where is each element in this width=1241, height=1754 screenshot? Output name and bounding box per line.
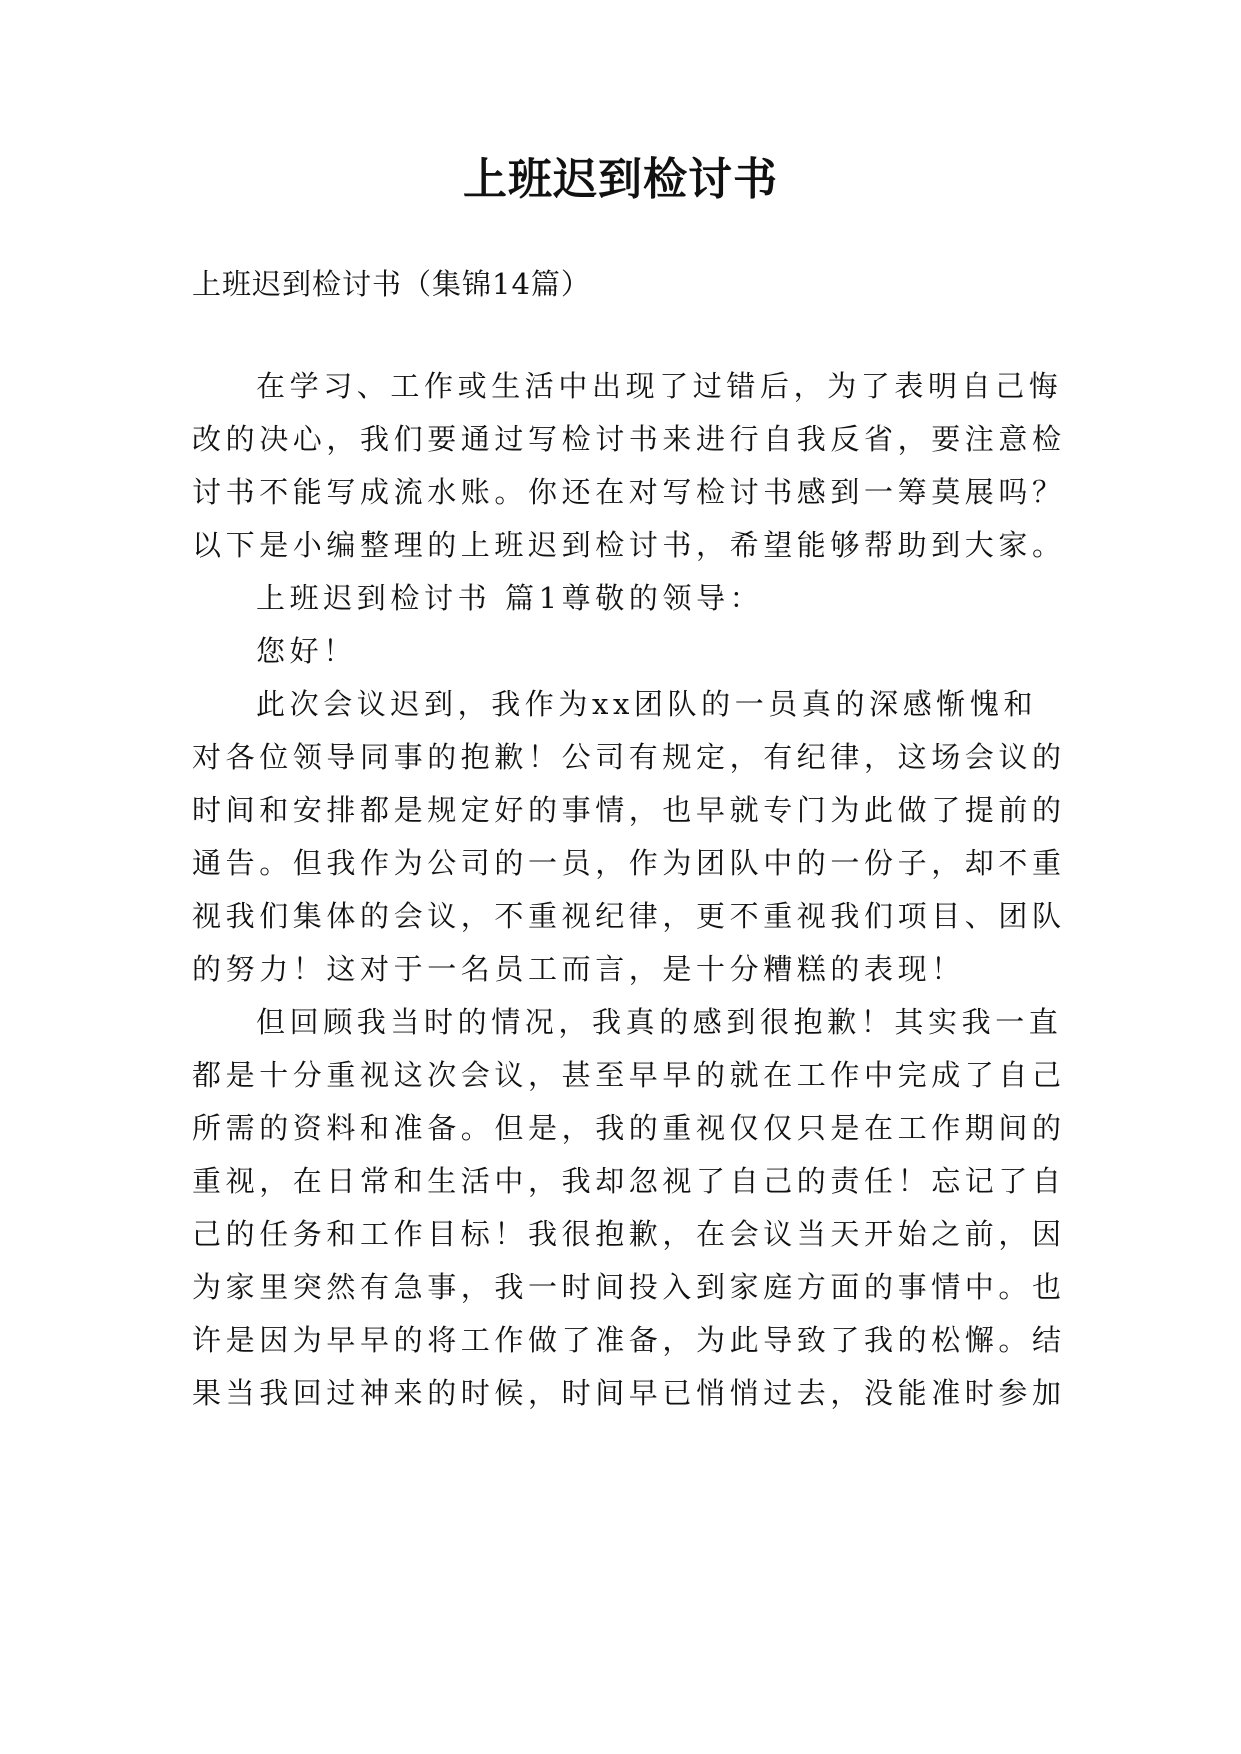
document-title: 上班迟到检讨书 [463,154,778,205]
paragraph-line: 都是十分重视这次会议，甚至早早的就在工作中完成了自己 [192,1058,1066,1092]
paragraph-line: 对各位领导同事的抱歉！公司有规定，有纪律，这场会议的 [192,740,1066,774]
paragraph-line: 视我们集体的会议，不重视纪律，更不重视我们项目、团队 [192,899,1066,933]
paragraph-line: 讨书不能写成流水账。你还在对写检讨书感到一筹莫展吗？ [192,475,1066,509]
paragraph-line: 以下是小编整理的上班迟到检讨书，希望能够帮助到大家。 [192,528,1066,562]
paragraph-line: 但回顾我当时的情况，我真的感到很抱歉！其实我一直 [256,1005,1063,1039]
paragraph-line: 的努力！这对于一名员工而言，是十分糟糕的表现！ [192,952,965,986]
paragraph-line: 己的任务和工作目标！我很抱歉，在会议当天开始之前，因 [192,1217,1066,1251]
paragraph-line: 改的决心，我们要通过写检讨书来进行自我反省，要注意检 [192,422,1066,456]
paragraph-line: 时间和安排都是规定好的事情，也早就专门为此做了提前的 [192,793,1066,827]
paragraph-line: 上班迟到检讨书 篇1尊敬的领导： [256,581,764,615]
paragraph-line: 在学习、工作或生活中出现了过错后，为了表明自己悔 [256,369,1063,403]
paragraph-line: 果当我回过神来的时候，时间早已悄悄过去，没能准时参加 [192,1376,1066,1410]
paragraph-line: 所需的资料和准备。但是，我的重视仅仅只是在工作期间的 [192,1111,1066,1145]
paragraph-line: 为家里突然有急事，我一时间投入到家庭方面的事情中。也 [192,1270,1066,1304]
greeting-line: 您好！ [256,634,357,668]
document-subtitle: 上班迟到检讨书（集锦14篇） [192,267,591,301]
paragraph-line: 重视，在日常和生活中，我却忽视了自己的责任！忘记了自 [192,1164,1066,1198]
paragraph-line: 通告。但我作为公司的一员，作为团队中的一份子，却不重 [192,846,1066,880]
paragraph-line: 此次会议迟到，我作为xx团队的一员真的深感惭愧和 [256,687,1038,721]
paragraph-line: 许是因为早早的将工作做了准备，为此导致了我的松懈。结 [192,1323,1066,1357]
